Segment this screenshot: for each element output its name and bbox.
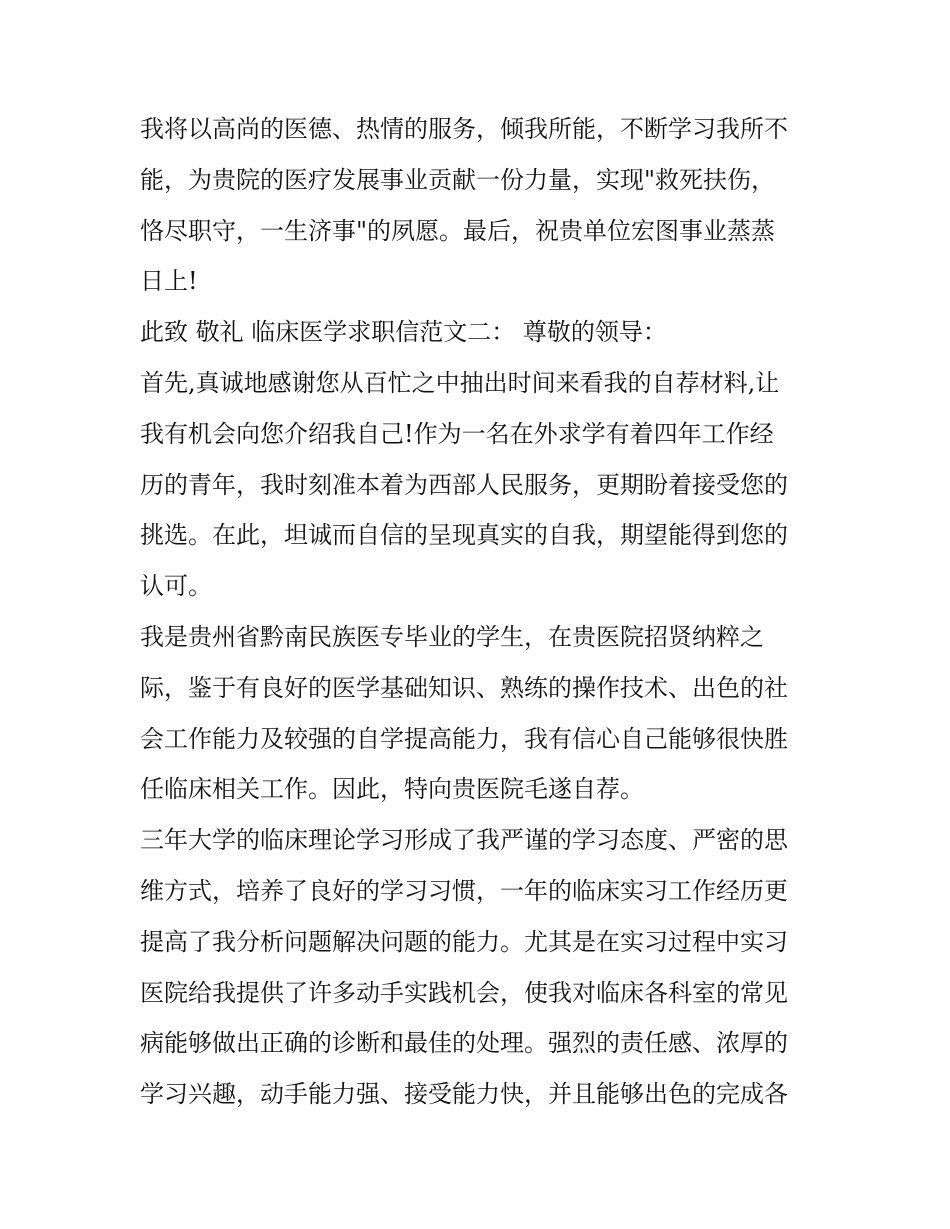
text-line: 学习兴趣，动手能力强、接受能力快，并且能够出色的完成各 xyxy=(140,1080,788,1109)
text-line: 际，鉴于有良好的医学基础知识、熟练的操作技术、出色的社 xyxy=(140,673,788,702)
text-line: 历的青年，我时刻准本着为西部人民服务，更期盼着接受您的 xyxy=(140,470,788,499)
text-line: 医院给我提供了许多动手实践机会，使我对临床各科室的常见 xyxy=(140,978,788,1007)
document-body xyxy=(140,104,820,1120)
text-line: 认可。 xyxy=(140,572,212,601)
text-line: 首先,真诚地感谢您从百忙之中抽出时间来看我的自荐材料,让 xyxy=(140,368,780,397)
text-line: 我是贵州省黔南民族医专毕业的学生，在贵医院招贤纳粹之 xyxy=(140,622,764,651)
text-line: 我将以高尚的医德、热情的服务，倾我所能，不断学习我所不 xyxy=(140,115,788,143)
text-line: 提高了我分析问题解决问题的能力。尤其是在实习过程中实习 xyxy=(140,927,788,956)
text-line: 维方式，培养了良好的学习习惯，一年的临床实习工作经历更 xyxy=(140,876,788,905)
text-line: 三年大学的临床理论学习形成了我严谨的学习态度、严密的思 xyxy=(140,826,788,855)
text-line: 病能够做出正确的诊断和最佳的处理。强烈的责任感、浓厚的 xyxy=(140,1029,788,1058)
text-line: 挑选。在此，坦诚而自信的呈现真实的自我，期望能得到您的 xyxy=(140,521,788,550)
text-line: 此致 敬礼 临床医学求职信范文二： 尊敬的领导： xyxy=(140,318,667,347)
text-line: 恪尽职守，一生济事"的夙愿。最后，祝贵单位宏图事业蒸蒸 xyxy=(140,216,776,245)
text-line: 我有机会向您介绍我自己!作为一名在外求学有着四年工作经 xyxy=(140,419,774,448)
text-line: 会工作能力及较强的自学提高能力，我有信心自己能够很快胜 xyxy=(140,724,788,753)
text-line: 日上! xyxy=(140,267,198,296)
text-line: 能，为贵院的医疗发展事业贡献一份力量，实现"救死扶伤， xyxy=(140,165,776,194)
text-line: 任临床相关工作。因此，特向贵医院毛遂自荐。 xyxy=(140,775,644,804)
